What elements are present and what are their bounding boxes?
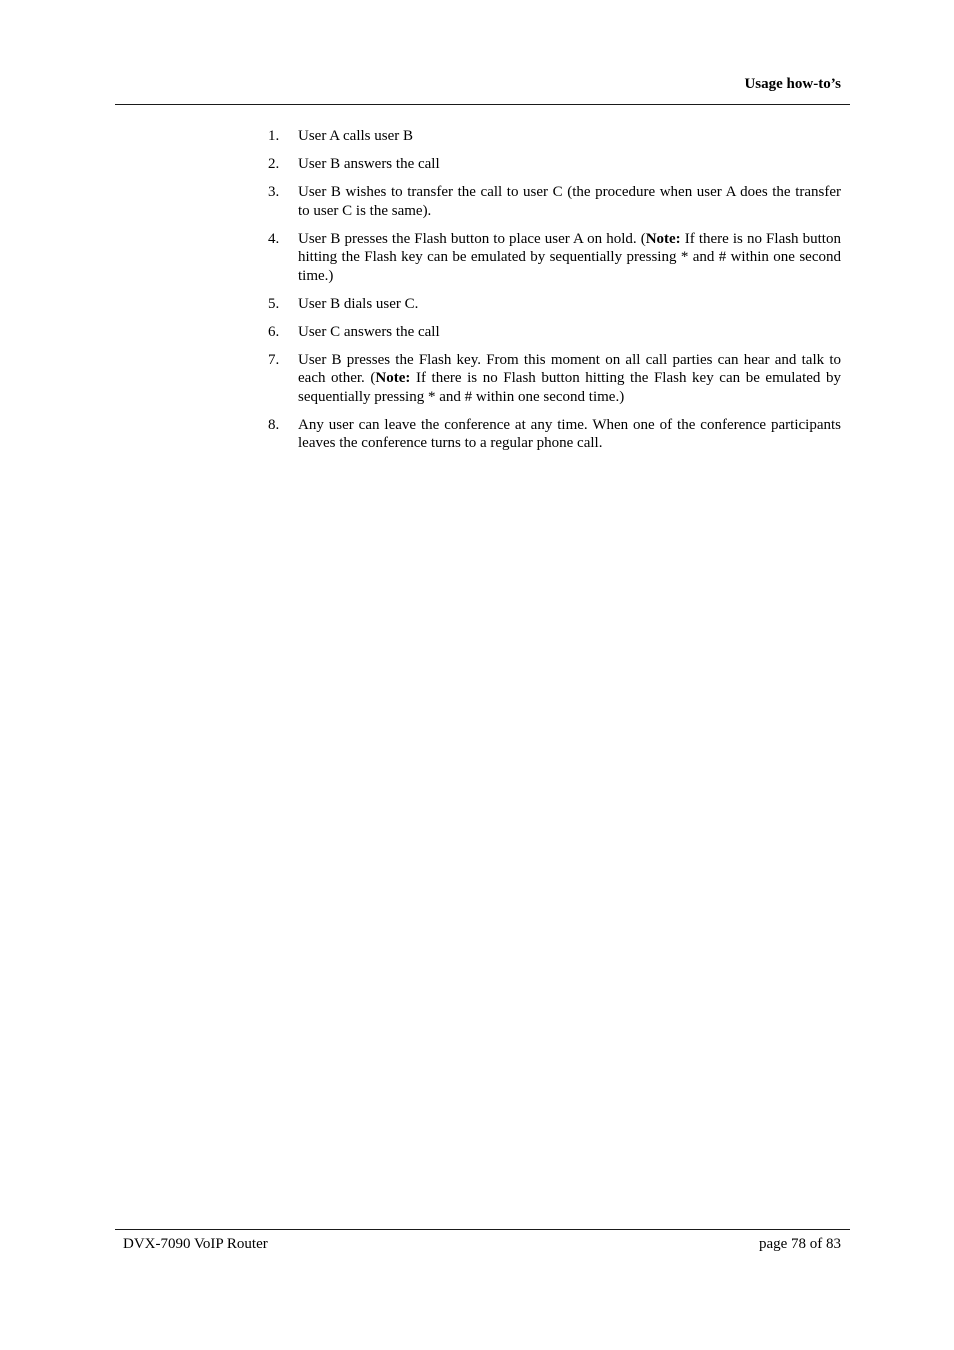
- step-text-before-note: User B presses the Flash button to place user A on hold. (: [298, 230, 646, 247]
- step-number: 7.: [268, 351, 280, 368]
- footer-page-number: page 78 of 83: [758, 1236, 841, 1252]
- page-header-title: Usage how-to’s: [744, 76, 841, 92]
- list-item: [268, 127, 841, 146]
- list-item: [268, 351, 841, 407]
- step-text: [298, 230, 841, 286]
- step-number: 3.: [268, 184, 280, 200]
- step-text: User C answers the call: [298, 323, 440, 340]
- footer-product-name: DVX-7090 VoIP Router: [123, 1236, 268, 1252]
- list-item: [268, 230, 841, 286]
- step-text-before-note: User B presses the Flash key. From this moment on all call parties can hear and talk to each other. (: [298, 351, 841, 386]
- step-number: 6.: [268, 323, 280, 340]
- footer-divider: [115, 1229, 850, 1230]
- step-number: 8.: [268, 416, 280, 433]
- list-item: [268, 183, 841, 220]
- step-text: User B answers the call: [298, 156, 440, 172]
- step-number: 2.: [268, 156, 280, 172]
- step-text-after-note: If there is no Flash button hitting the Flash key can be emulated by sequentially pressing * and # within one second time.): [298, 230, 841, 284]
- step-number: 4.: [268, 230, 280, 247]
- step-text: Any user can leave the conference at any time. When one of the conference participants leaves the conference turns to a regular phone call.: [298, 416, 841, 451]
- step-text: [298, 351, 841, 407]
- list-item: [268, 295, 841, 314]
- header-divider: [115, 104, 850, 105]
- step-number: 5.: [268, 295, 280, 312]
- step-text: User B wishes to transfer the call to user C (the procedure when user A does the transfer to user C is the same).: [298, 184, 841, 219]
- list-item: [268, 155, 841, 174]
- note-label: Note:: [645, 230, 681, 247]
- procedure-steps: [268, 127, 841, 462]
- step-text: User B dials user C.: [298, 295, 419, 312]
- note-label: Note:: [375, 370, 411, 386]
- step-number: 1.: [268, 128, 280, 144]
- list-item: [268, 416, 841, 453]
- step-text-after-note: If there is no Flash button hitting the Flash key can be emulated by sequentially pressing * and # within one second time.): [298, 370, 841, 405]
- step-text: User A calls user B: [298, 128, 413, 144]
- list-item: [268, 323, 841, 342]
